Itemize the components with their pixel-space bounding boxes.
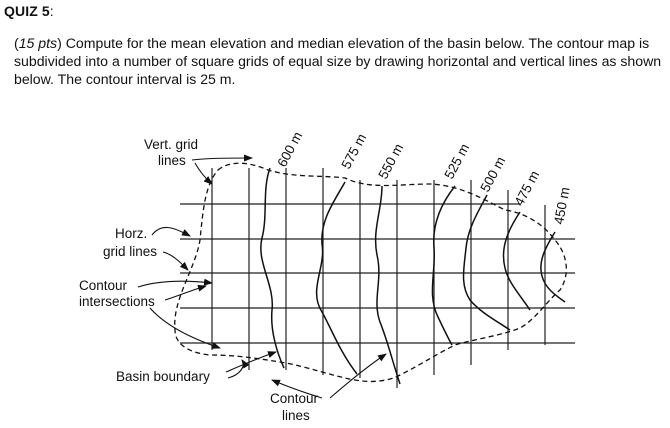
arrow-basin-a <box>228 360 243 378</box>
arrow-horz-grid-b <box>163 252 188 270</box>
label-contour-int-1: Contour <box>79 278 128 293</box>
arrow-contour-int-c <box>150 308 220 348</box>
label-horz-grid-2: grid lines <box>103 244 158 259</box>
contour-label-475: 475 m <box>511 168 543 209</box>
contour-line-550 <box>376 186 400 384</box>
contour-label-525: 525 m <box>441 141 473 182</box>
contour-labels <box>274 129 572 225</box>
question-body: Compute for the mean elevation and median elevation of the basin below. The contour map is subdivided into a number of square grids of equal size by drawing horizontal and vertical lines as shown below. The contour interval is 25 m. <box>14 35 662 87</box>
contour-label-450: 450 m <box>551 185 573 226</box>
label-horz-grid-1: Horz. <box>115 226 148 241</box>
label-contour-lines-1: Contour <box>270 391 319 406</box>
arrow-basin-b <box>226 352 276 372</box>
label-vert-grid-1: Vert. grid <box>144 137 199 152</box>
arrow-contour-int-a <box>138 281 212 287</box>
arrow-vert-grid-b <box>195 163 212 184</box>
contour-line-525 <box>432 186 455 345</box>
label-vert-grid-2: lines <box>158 153 186 168</box>
arrow-horz-grid-a <box>152 227 190 236</box>
contour-label-575: 575 m <box>338 131 370 172</box>
points-label: 15 pts <box>18 35 58 51</box>
contour-label-600: 600 m <box>274 129 306 170</box>
question-text: (15 pts) Compute for the mean elevation and median elevation of the basin below. The contour map is subdivided into a number of square grids of equal size by drawing horizontal and vertical lines as shown below. The contour interval is 25 m. <box>14 35 662 87</box>
arrow-vert-grid-a <box>192 158 252 160</box>
quiz-title-colon: : <box>49 3 54 19</box>
label-contour-int-2: intersections <box>79 294 155 309</box>
label-basin-boundary: Basin boundary <box>116 369 210 384</box>
arrow-contour-int-b <box>165 286 206 300</box>
contour-line-600 <box>261 168 284 368</box>
quiz-title-text: QUIZ 5 <box>4 3 50 19</box>
contour-label-550: 550 m <box>375 141 407 182</box>
label-contour-lines-2: lines <box>282 408 310 423</box>
contour-label-500: 500 m <box>477 154 509 195</box>
